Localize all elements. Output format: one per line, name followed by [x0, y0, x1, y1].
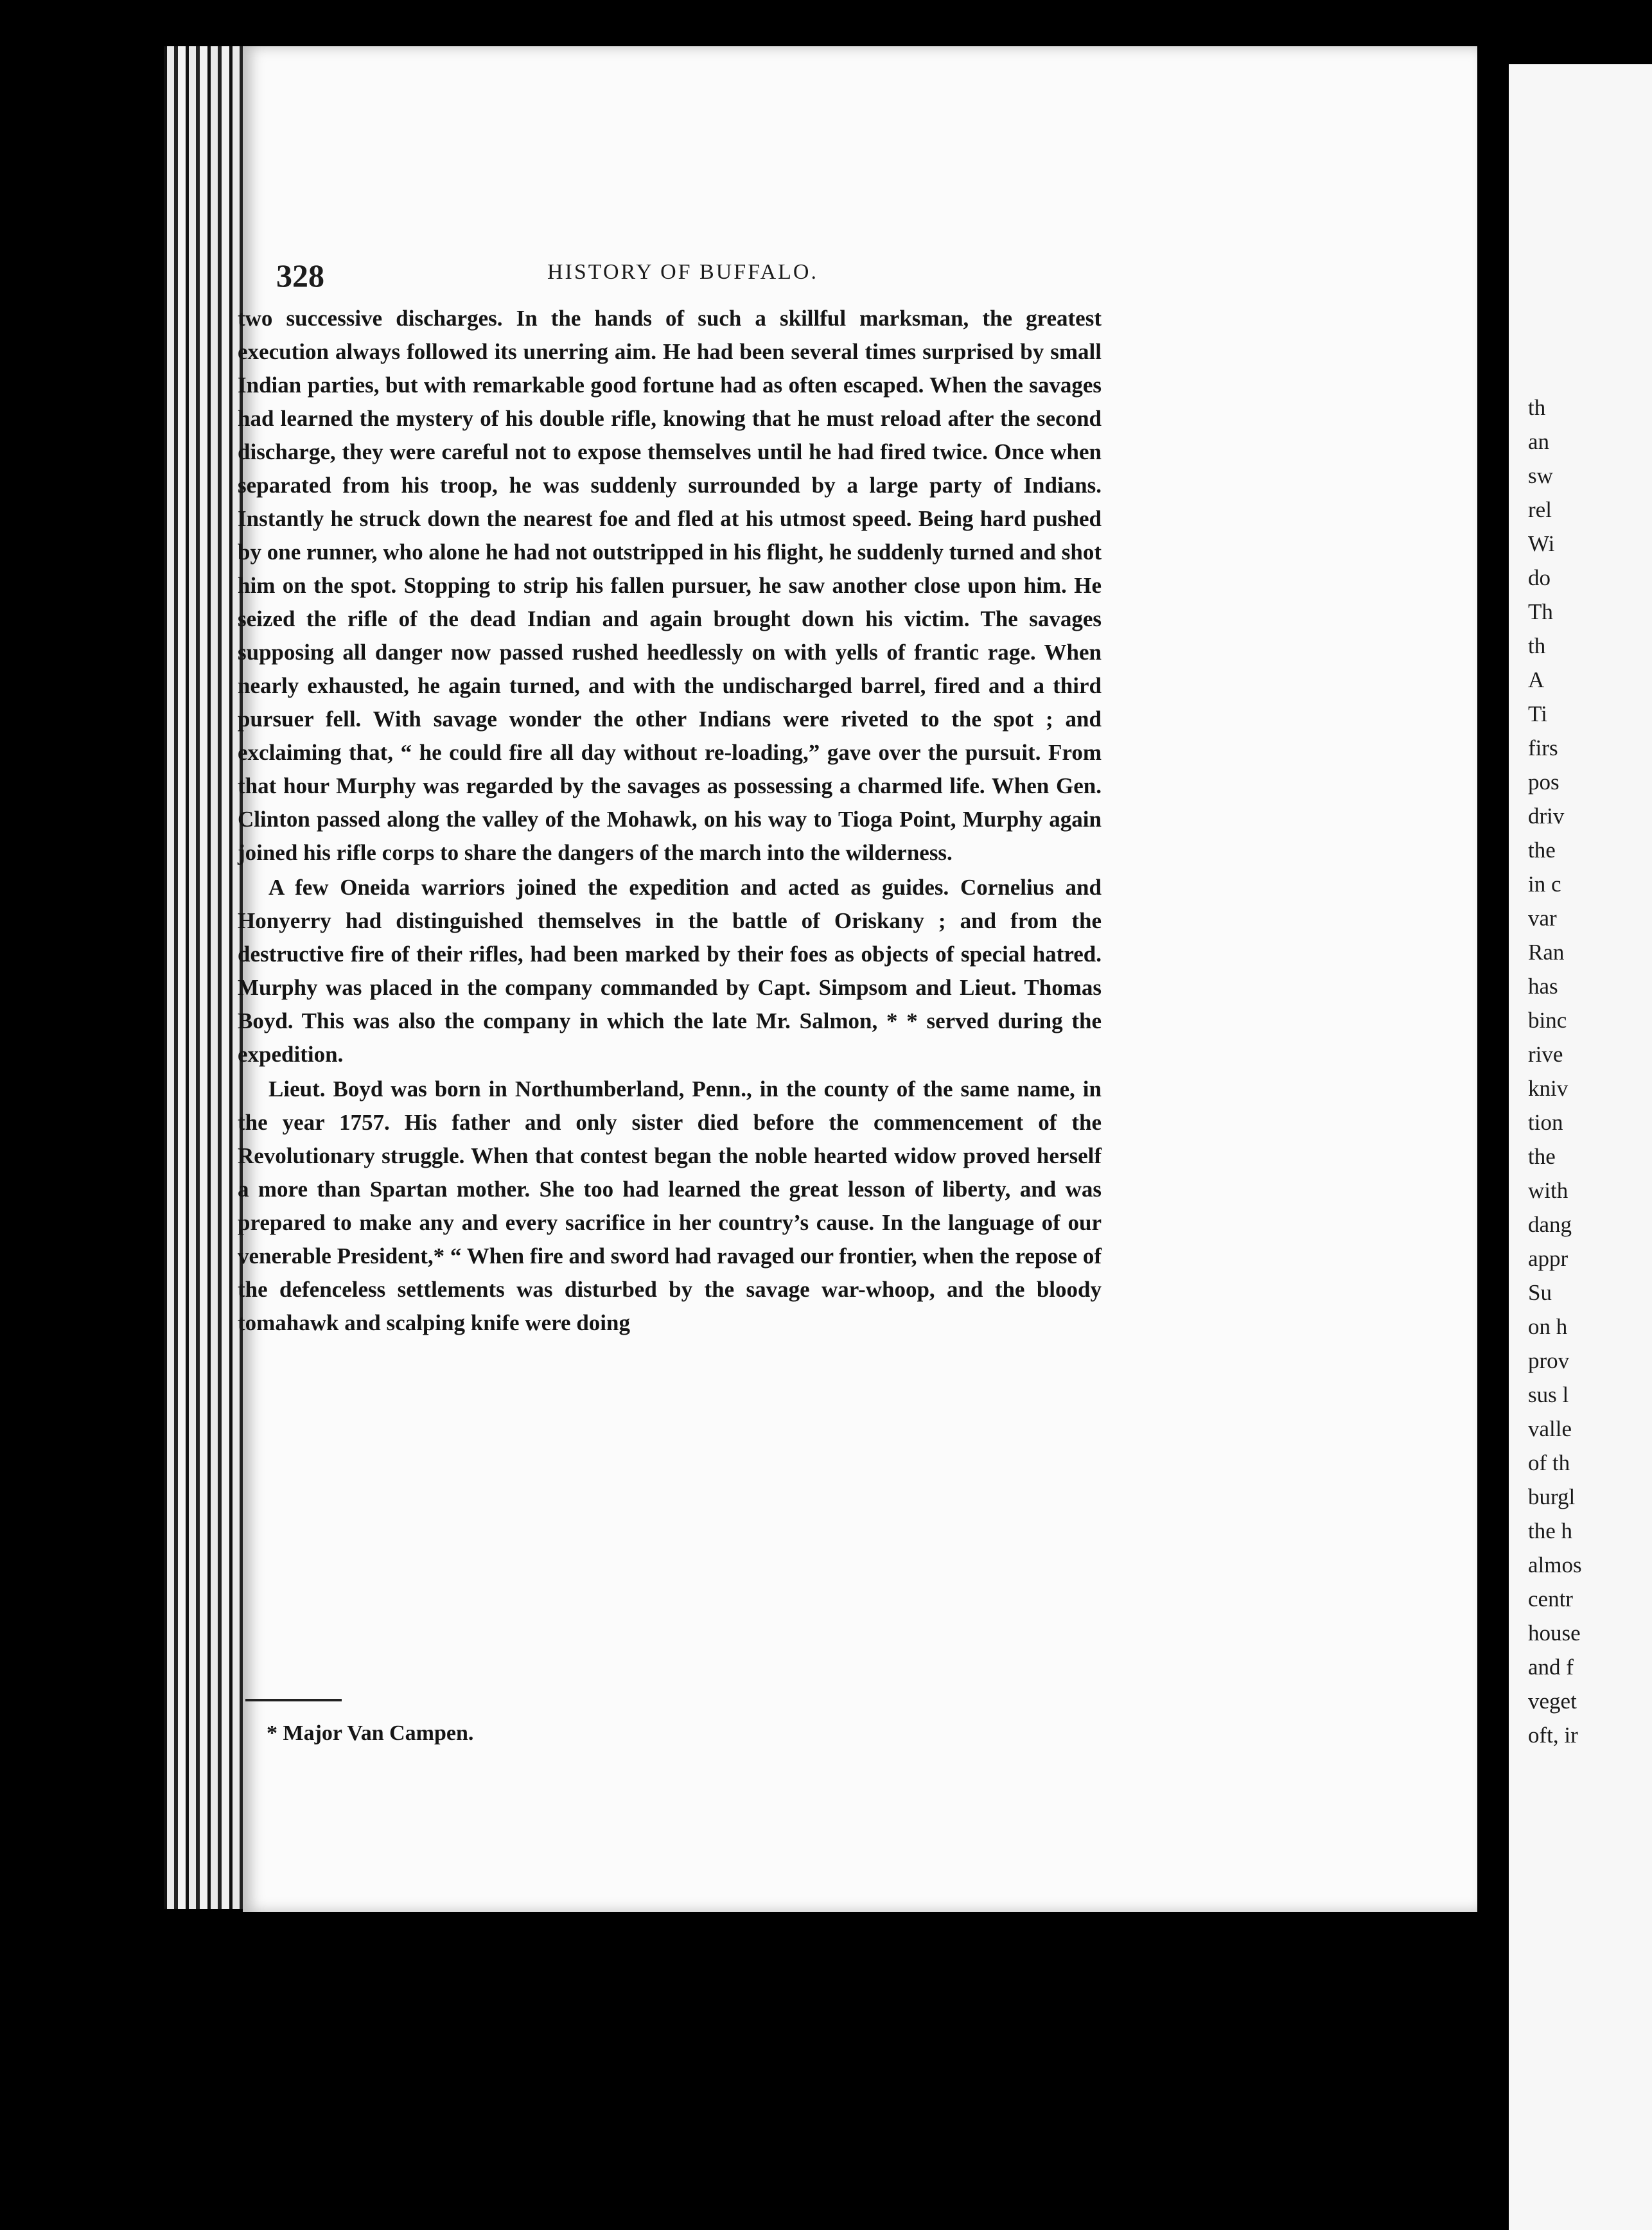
facing-text: the h: [1528, 1518, 1573, 1543]
page-number: 328: [276, 258, 324, 294]
facing-text: th: [1528, 395, 1546, 420]
running-head: HISTORY OF BUFFALO.: [547, 260, 818, 284]
facing-text: var: [1528, 906, 1557, 931]
facing-text: firs: [1528, 735, 1558, 760]
facing-text: driv: [1528, 803, 1565, 829]
facing-text: house: [1528, 1620, 1581, 1646]
facing-text: rel: [1528, 497, 1552, 522]
facing-text: appr: [1528, 1246, 1569, 1271]
facing-text: in c: [1528, 872, 1561, 897]
facing-text: and f: [1528, 1655, 1574, 1680]
paragraph-2: A few Oneida warriors joined the expedition and acted as guides. Cornelius and Honyerry had distinguished themselves in the battle of Oriskany ; and from the destructive fire of their rifles, had been marked by their foes as objects of special hatred. Murphy was placed in the company commanded by Capt. Simpsom and Lieut. Thomas Boyd. This was also the company in which the late Mr. Salmon, * * served during the expedition.: [238, 875, 1102, 1067]
paragraph-3: Lieut. Boyd was born in Northumberland, Penn., in the county of the same name, in the year 1757. His father and only sister died before the commencement of the Revolutionary struggle. When that contest began the noble hearted widow proved herself a more than Spartan mother. She too had learned the great lesson of liberty, and was prepared to make any and every sacrifice in her country’s cause. In the language of our venerable President,* “ When fire and sword had ravaged our frontier, when the repose of the defenceless settlements was disturbed by the savage war-whoop, and the bloody tomahawk and scalping knife were doing: [238, 1076, 1102, 1335]
facing-text: on h: [1528, 1314, 1568, 1339]
facing-page-fragment: [1509, 64, 1652, 2230]
facing-text: A: [1528, 667, 1545, 692]
facing-text: Wi: [1528, 531, 1555, 556]
facing-text: the: [1528, 1144, 1556, 1169]
facing-text: dang: [1528, 1212, 1572, 1237]
facing-text: centr: [1528, 1586, 1573, 1611]
facing-text: has: [1528, 974, 1558, 999]
facing-text: sw: [1528, 463, 1553, 488]
facing-text: of th: [1528, 1450, 1570, 1475]
facing-text: the: [1528, 838, 1556, 863]
facing-text: Su: [1528, 1280, 1552, 1305]
facing-text: tion: [1528, 1110, 1563, 1135]
facing-text: pos: [1528, 769, 1560, 795]
facing-text: with: [1528, 1178, 1569, 1203]
facing-text: th: [1528, 633, 1546, 658]
facing-text: kniv: [1528, 1076, 1569, 1101]
footnote-rule: [245, 1699, 342, 1701]
facing-text: an: [1528, 429, 1550, 454]
facing-text: Ti: [1528, 701, 1547, 726]
paragraph-1: two successive discharges. In the hands of such a skillful marksman, the greatest execution always followed its unerring aim. He had been several times surprised by small Indian parties, but with remarkable good fortune had as often escaped. When the savages had learned the mystery of his double rifle, knowing that he must reload after the second discharge, they were careful not to expose themselves until he had fired twice. Once when separated from his troop, he was suddenly surrounded by a large party of Indians. Instantly he struck down the nearest foe and fled at his utmost speed. Being hard pushed by one runner, who alone he had not outstripped in his flight, he suddenly turned and shot him on the spot. Stopping to strip his fallen pursuer, he saw another close upon him. He seized the rifle of the dead Indian and again brought down his victim. The savages supposing all danger now passed rushed heedlessly on with yells of frantic rage. When nearly exhausted, he again turned, and with the undischarged barrel, fired and a third pursuer fell. With savage wonder the other Indians were riveted to the spot ; and exclaiming that, “ he could fire all day without re-loading,” gave over the pursuit. From that hour Murphy was regarded by the savages as possessing a charmed life. When Gen. Clinton passed along the valley of the Mohawk, on his way to Tioga Point, Murphy again joined his rifle corps to share the dangers of the march into the wilderness.: [238, 306, 1102, 865]
body-text: [238, 302, 1102, 1340]
facing-text: veget: [1528, 1689, 1577, 1714]
facing-text: Th: [1528, 599, 1553, 624]
facing-text: valle: [1528, 1416, 1572, 1441]
facing-text: do: [1528, 565, 1551, 590]
facing-text: binc: [1528, 1008, 1567, 1033]
facing-text: Ran: [1528, 940, 1565, 965]
gutter-rule: [1495, 61, 1509, 2230]
facing-text: oft, ir: [1528, 1723, 1578, 1748]
facing-text: burgl: [1528, 1484, 1576, 1509]
facing-text: prov: [1528, 1348, 1570, 1373]
facing-text: sus l: [1528, 1382, 1569, 1407]
facing-text: rive: [1528, 1042, 1563, 1067]
facing-text: almos: [1528, 1552, 1582, 1577]
footnote: * Major Van Campen.: [267, 1721, 474, 1745]
